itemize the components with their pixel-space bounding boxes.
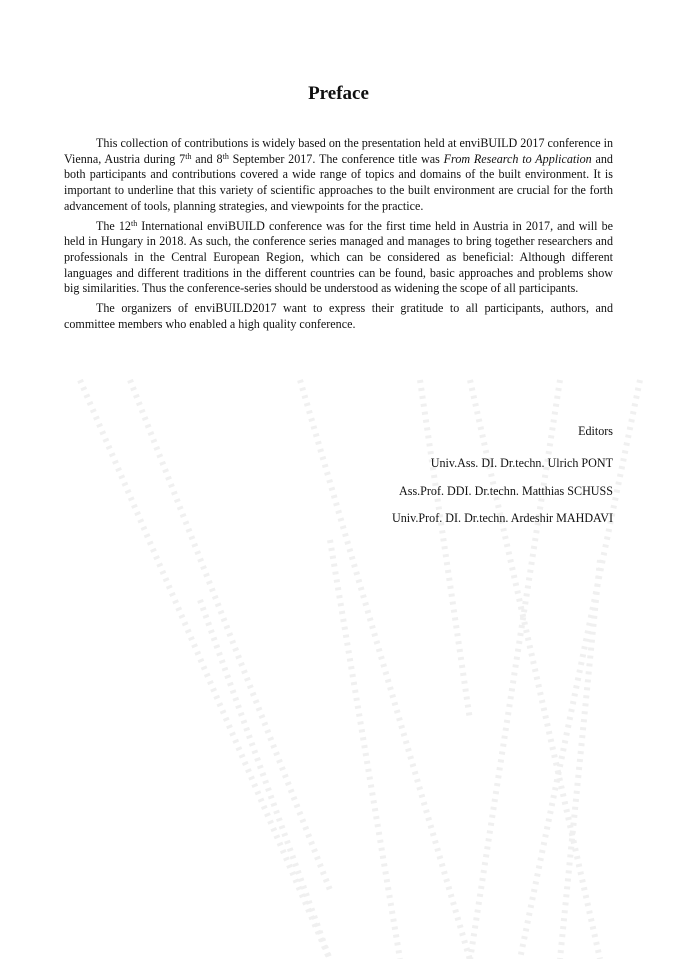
paragraph-3: The organizers of enviBUILD2017 want to express their gratitude to all participants, authors, and committee members who enabled a high quality conference. bbox=[64, 301, 613, 331]
ordinal-suffix: th bbox=[222, 151, 229, 161]
paragraph-1-text-b: and 8 bbox=[191, 151, 223, 166]
page-title: Preface bbox=[308, 83, 369, 104]
paragraph-2-text-b: International enviBUILD conference was for the first time held in Austria in 2017, and will be held in Hungary in 2018. As such, the conference series managed and manages to bring together researchers and professionals in the Central European Region, which can be considered as beneficial: Although different languages and different traditions in the different countries can be found, basic approaches and problems show big similarities. Thus the conference-series should be understood as widening the scope of all participants. bbox=[64, 218, 613, 296]
ordinal-suffix: th bbox=[185, 151, 192, 161]
ordinal-suffix: th bbox=[130, 218, 138, 228]
paragraph-2 bbox=[64, 219, 613, 298]
editor-name: Ass.Prof. DDI. Dr.techn. Matthias SCHUSS bbox=[399, 484, 613, 498]
editor-name: Univ.Prof. DI. Dr.techn. Ardeshir MAHDAVI bbox=[391, 511, 613, 525]
paragraph-1 bbox=[64, 136, 613, 215]
signature-label: Editors bbox=[578, 424, 613, 438]
conference-title-italic: From Research to Application bbox=[443, 151, 592, 166]
paragraph-2-text-a: The 12 bbox=[96, 218, 131, 233]
editor-name: Univ.Ass. DI. Dr.techn. Ulrich PONT bbox=[430, 456, 613, 470]
paragraph-1-text-c: September 2017. The conference title was bbox=[228, 151, 444, 166]
paragraph-1-text-d: and both participants and contributions covered a wide range of topics and domains of the built environment. It is important to underline that this variety of scientific approaches to the built environment are crucial for the forth advancement of tools, planning strategies, and viewpoints for the practice. bbox=[64, 151, 613, 213]
paragraph-1-text-a: This collection of contributions is widely based on the presentation held at enviBUILD 2017 conference in Vienna, Austria during 7 bbox=[64, 136, 613, 166]
preface-body bbox=[64, 136, 613, 336]
